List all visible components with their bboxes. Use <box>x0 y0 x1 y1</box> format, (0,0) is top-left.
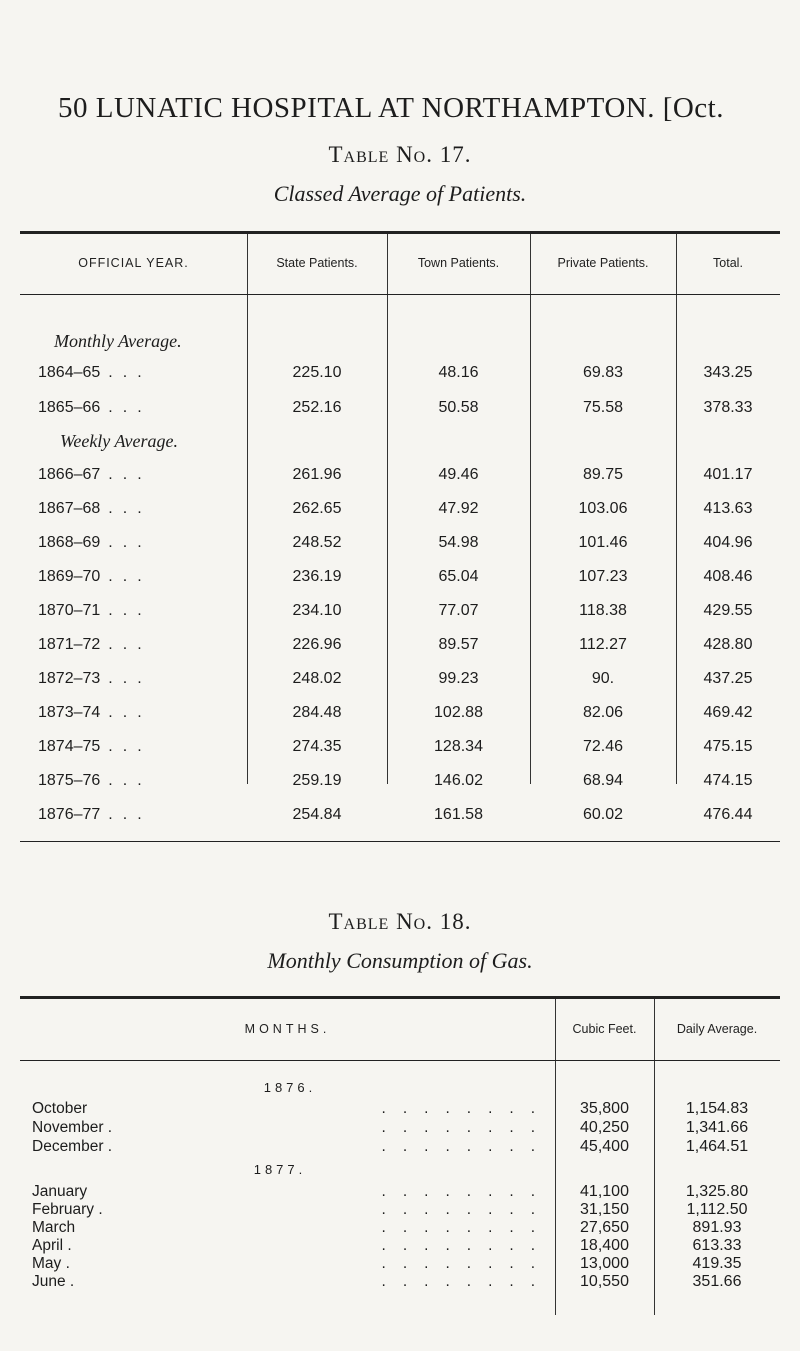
table-17-subtitle: Classed Average of Patients. <box>273 181 527 206</box>
running-head: 50 LUNATIC HOSPITAL AT NORTHAMPTON. [Oct. <box>58 92 724 124</box>
cell-private: 89.75 <box>582 466 624 483</box>
cell-cubic: 35,800 <box>580 1100 629 1117</box>
cell-total: 343.25 <box>703 364 753 381</box>
row-year: 1868–69 <box>38 534 101 551</box>
cell-town: 65.04 <box>438 568 479 585</box>
cell-total: 437.25 <box>703 670 753 687</box>
row-year: 1875–76 <box>38 772 101 789</box>
table-17-title: Table No. 17. <box>328 142 472 167</box>
cell-cubic: 10,550 <box>580 1273 629 1290</box>
t18-header-cubic: Cubic Feet. <box>572 1022 637 1036</box>
table-18-subtitle: Monthly Consumption of Gas. <box>267 948 533 973</box>
cell-state: 248.02 <box>292 670 342 687</box>
cell-cubic: 41,100 <box>580 1183 629 1200</box>
cell-cubic: 18,400 <box>580 1237 629 1254</box>
cell-state: 262.65 <box>292 500 342 517</box>
cell-private: 82.06 <box>582 704 624 721</box>
cell-daily: 1,325.80 <box>685 1183 749 1200</box>
cell-cubic: 27,650 <box>580 1219 629 1236</box>
cell-private: 72.46 <box>582 738 624 755</box>
cell-town: 161.58 <box>434 806 483 823</box>
t17-header-town: Town Patients. <box>417 256 500 270</box>
year-label-1876: 1876. <box>263 1080 317 1095</box>
row-year: 1867–68 <box>38 500 101 517</box>
cell-state: 225.10 <box>292 364 342 381</box>
cell-daily: 1,341.66 <box>685 1119 749 1136</box>
cell-cubic: 45,400 <box>580 1138 629 1155</box>
cell-state: 284.48 <box>292 704 342 721</box>
cell-private: 101.46 <box>578 534 628 551</box>
cell-daily: 351.66 <box>692 1273 742 1290</box>
cell-daily: 1,464.51 <box>685 1138 749 1155</box>
row-year: 1873–74 <box>38 704 101 721</box>
cell-state: 254.84 <box>292 806 342 823</box>
table-17-top-rule <box>20 231 780 234</box>
cell-daily: 891.93 <box>692 1219 742 1236</box>
row-year: 1876–77 <box>38 806 101 823</box>
cell-state: 259.19 <box>292 772 342 789</box>
t18-header-months: MONTHS. <box>244 1022 331 1036</box>
section-label: Monthly Average. <box>54 331 182 351</box>
row-year: 1866–67 <box>38 466 101 483</box>
row-year: 1865–66 <box>38 399 101 416</box>
cell-daily: 419.35 <box>692 1255 742 1272</box>
cell-total: 474.15 <box>703 772 753 789</box>
cell-total: 476.44 <box>703 806 753 823</box>
table-17-bottom-rule <box>20 841 780 842</box>
month-name: November . <box>32 1119 113 1136</box>
cell-town: 47.92 <box>438 500 479 517</box>
cell-town: 146.02 <box>434 772 483 789</box>
cell-total: 413.63 <box>703 500 753 517</box>
cell-private: 103.06 <box>578 500 628 517</box>
cell-total: 428.80 <box>703 636 753 653</box>
cell-total: 378.33 <box>703 399 753 416</box>
year-label-1877: 1877. <box>253 1162 307 1177</box>
cell-cubic: 40,250 <box>580 1119 629 1136</box>
cell-private: 60.02 <box>582 806 624 823</box>
cell-total: 404.96 <box>703 534 753 551</box>
cell-town: 54.98 <box>438 534 479 551</box>
cell-daily: 1,154.83 <box>685 1100 749 1117</box>
month-name: June . <box>32 1273 75 1290</box>
row-year: 1874–75 <box>38 738 101 755</box>
cell-state: 274.35 <box>292 738 342 755</box>
cell-state: 226.96 <box>292 636 342 653</box>
cell-state: 236.19 <box>292 568 342 585</box>
cell-town: 102.88 <box>434 704 483 721</box>
cell-cubic: 13,000 <box>580 1255 629 1272</box>
cell-town: 48.16 <box>438 364 479 381</box>
t17-header-private: Private Patients. <box>557 256 649 270</box>
table-18-title: Table No. 18. <box>328 909 472 934</box>
t18-header-rule <box>20 1060 780 1061</box>
month-name: March <box>32 1219 76 1236</box>
month-name: October <box>32 1100 88 1117</box>
row-year: 1870–71 <box>38 602 101 619</box>
cell-cubic: 31,150 <box>580 1201 629 1218</box>
cell-total: 429.55 <box>703 602 753 619</box>
cell-private: 68.94 <box>582 772 624 789</box>
cell-daily: 1,112.50 <box>686 1201 748 1218</box>
cell-state: 248.52 <box>292 534 342 551</box>
month-name: February . <box>32 1201 103 1218</box>
table-18-top-rule <box>20 996 780 999</box>
cell-town: 50.58 <box>438 399 479 416</box>
cell-total: 401.17 <box>703 466 753 483</box>
cell-town: 77.07 <box>438 602 479 619</box>
month-name: April . <box>32 1237 72 1254</box>
cell-town: 99.23 <box>438 670 479 687</box>
t17-header-year: OFFICIAL YEAR. <box>78 256 189 270</box>
cell-private: 118.38 <box>579 602 627 619</box>
cell-private: 90. <box>591 670 615 687</box>
cell-total: 469.42 <box>703 704 753 721</box>
t17-header-rule <box>20 294 780 295</box>
cell-town: 49.46 <box>438 466 479 483</box>
cell-private: 75.58 <box>582 399 624 416</box>
row-year: 1871–72 <box>38 636 101 653</box>
row-year: 1864–65 <box>38 364 101 381</box>
cell-town: 89.57 <box>438 636 479 653</box>
cell-town: 128.34 <box>434 738 483 755</box>
month-name: May . <box>32 1255 70 1272</box>
month-name: December . <box>32 1138 113 1155</box>
t17-header-state: State Patients. <box>276 256 358 270</box>
section-label: Weekly Average. <box>60 431 178 451</box>
cell-private: 107.23 <box>578 568 628 585</box>
cell-total: 475.15 <box>703 738 753 755</box>
month-name: January <box>32 1183 88 1200</box>
cell-daily: 613.33 <box>692 1237 742 1254</box>
cell-private: 69.83 <box>582 364 624 381</box>
t17-header-total: Total. <box>713 256 743 270</box>
cell-state: 252.16 <box>292 399 342 416</box>
cell-state: 234.10 <box>292 602 342 619</box>
row-year: 1872–73 <box>38 670 101 687</box>
cell-total: 408.46 <box>703 568 753 585</box>
cell-private: 112.27 <box>579 636 627 653</box>
t18-header-daily: Daily Average. <box>676 1022 758 1036</box>
cell-state: 261.96 <box>292 466 342 483</box>
row-year: 1869–70 <box>38 568 101 585</box>
